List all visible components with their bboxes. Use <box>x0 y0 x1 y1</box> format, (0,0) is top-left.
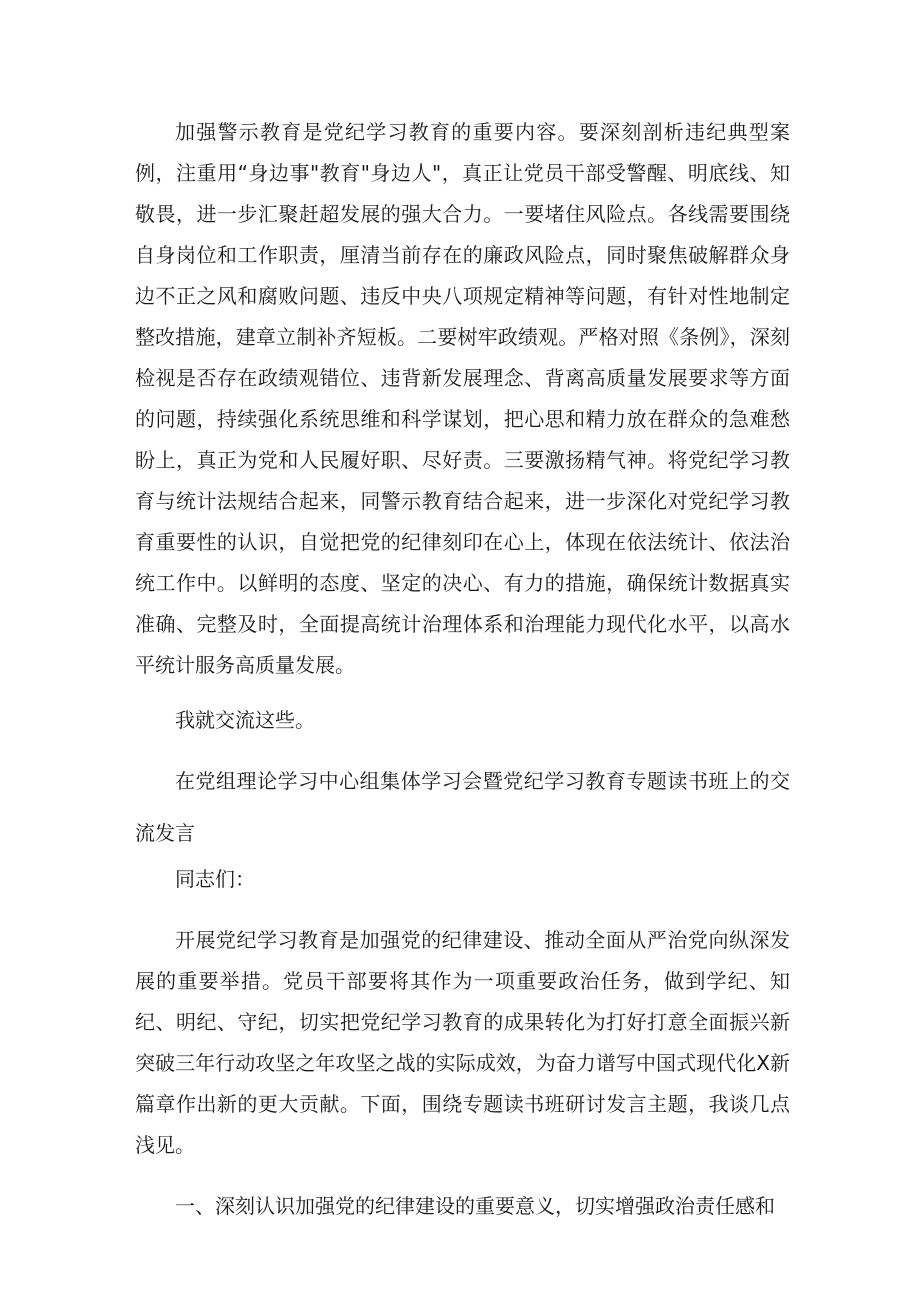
paragraph-warning-education: 加强警示教育是党纪学习教育的重要内容。要深刻剖析违纪典型案例，注重用“身边事"教育"身边人"，真正让党员干部受警醒、明底线、知敬畏，进一步汇聚赶超发展的强大合力。一要堵住风险点。各线需要围绕自身岗位和工作职责，厘清当前存在的廉政风险点，同时聚焦破解群众身边不正之风和腐败问题、违反中央八项规定精神等问题，有针对性地制定整改措施，建章立制补齐短板。二要树牢政绩观。严格对照《条例》，深刻检视是否存在政绩观错位、违背新发展理念、背离高质量发展要求等方面的问题，持续强化系统思维和科学谋划，把心思和精力放在群众的急难愁盼上，真正为党和人民履好职、尽好责。三要激扬精气神。将党纪学习教育与统计法规结合起来，同警示教育结合起来，进一步深化对党纪学习教育重要性的认识，自觉把党的纪律刻印在心上，体现在依法统计、依法治统工作中。以鲜明的态度、坚定的决心、有力的措施，确保统计数据真实准确、完整及时，全面提高统计治理体系和治理能力现代化水平，以高水平统计服务高质量发展。 <box>135 120 790 677</box>
speech-title: 在党组理论学习中心组集体学习会暨党纪学习教育专题读书班上的交流发言 <box>135 769 790 845</box>
paragraph-introduction: 开展党纪学习教育是加强党的纪律建设、推动全面从严治党向纵深发展的重要举措。党员干部要将其作为一项重要政治任务，做到学纪、知纪、明纪、守纪，切实把党纪学习教育的成果转化为打好打意全面振兴新突破三年行动攻坚之年攻坚之战的实际成效，为奋力谱写中国式现代化X新篇章作出新的更大贡献。下面，围绕专题读书班研讨发言主题，我谈几点浅见。 <box>135 928 790 1157</box>
document-body <box>135 112 790 1227</box>
salutation: 同志们： <box>175 867 255 891</box>
section-heading-1: 一、深刻认识加强党的纪律建设的重要意义，切实增强政治责任感和 <box>175 1194 775 1218</box>
paragraph-closing-remark: 我就交流这些。 <box>175 708 315 732</box>
